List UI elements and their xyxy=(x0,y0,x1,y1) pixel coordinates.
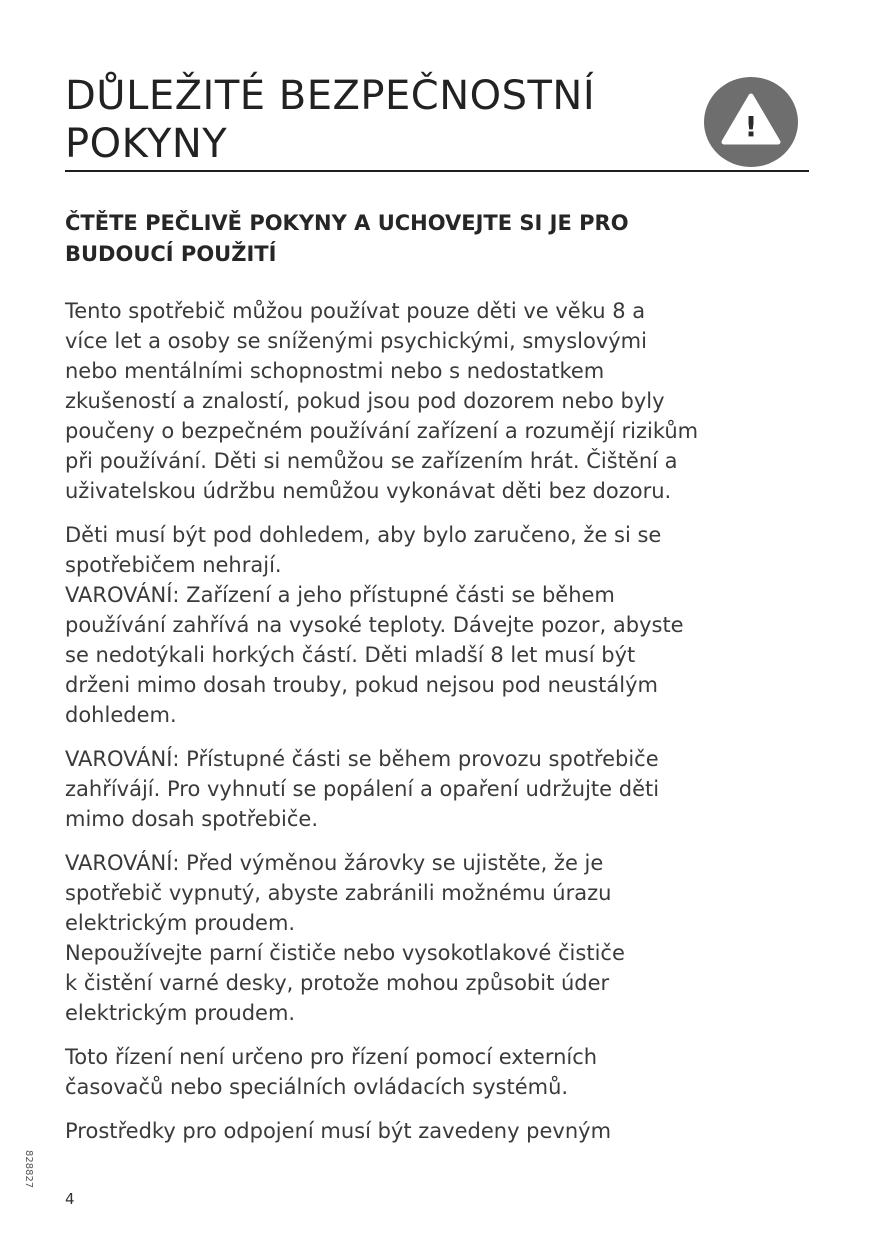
text-line: Toto řízení není určeno pro řízení pomocí externích xyxy=(65,1045,598,1069)
paragraph-5 xyxy=(65,1042,825,1102)
page-title xyxy=(65,72,705,168)
title-line-2: POKYNY xyxy=(65,121,228,167)
text-line: časovačů nebo speciálních ovládacích systémů. xyxy=(65,1075,569,1099)
text-line: se nedotýkali horkých částí. Děti mladší 8 let musí být xyxy=(65,643,636,667)
text-line: uživatelskou údržbu nemůžou vykonávat děti bez dozoru. xyxy=(65,479,672,503)
page-number: 4 xyxy=(65,1190,75,1208)
text-line: poučeny o bezpečném používání zařízení a rozumějí rizikům xyxy=(65,419,699,443)
text-line: Tento spotřebič můžou používat pouze děti ve věku 8 a xyxy=(65,299,646,323)
text-line: mimo dosah spotřebiče. xyxy=(65,807,318,831)
text-line: více let a osoby se sníženými psychickými, smyslovými xyxy=(65,329,647,353)
text-line: zahřívájí. Pro vyhnutí se popálení a opaření udržujte děti xyxy=(65,777,660,801)
instructions-body xyxy=(65,296,825,1160)
warning-exclamation-icon xyxy=(703,76,799,168)
text-line: dohledem. xyxy=(65,703,177,727)
title-divider xyxy=(65,170,809,172)
paragraph-3 xyxy=(65,744,825,834)
text-line: k čistění varné desky, protože mohou způsobit úder xyxy=(65,971,610,995)
text-line: používání zahřívá na vysoké teploty. Dávejte pozor, abyste xyxy=(65,613,684,637)
warning-symbol: ! xyxy=(744,110,758,143)
text-line: VAROVÁNÍ: Před výměnou žárovky se ujistěte, že je xyxy=(65,851,604,875)
text-line: elektrickým proudem. xyxy=(65,911,296,935)
text-line: nebo mentálními schopnostmi nebo s nedostatkem xyxy=(65,359,605,383)
text-line: VAROVÁNÍ: Přístupné části se během provozu spotřebiče xyxy=(65,747,659,771)
text-line: Prostředky pro odpojení musí být zavedeny pevným xyxy=(65,1119,612,1143)
paragraph-2 xyxy=(65,520,825,730)
paragraph-4 xyxy=(65,848,825,1028)
subtitle-line-2: BUDOUCÍ POUŽITÍ xyxy=(65,242,277,266)
paragraph-1 xyxy=(65,296,825,506)
text-line: spotřebičem nehrají. xyxy=(65,553,282,577)
subtitle-line-1: ČTĚTE PEČLIVĚ POKYNY A UCHOVEJTE SI JE PRO xyxy=(65,211,629,235)
text-line: drženi mimo dosah trouby, pokud nejsou pod neustálým xyxy=(65,673,658,697)
document-code: 828827 xyxy=(23,1150,34,1189)
text-line: při používání. Děti si nemůžou se zařízením hrát. Čištění a xyxy=(65,449,678,473)
paragraph-6 xyxy=(65,1116,825,1146)
title-line-1: DŮLEŽITÉ BEZPEČNOSTNÍ xyxy=(65,73,596,119)
text-line: zkušeností a znalostí, pokud jsou pod dozorem nebo byly xyxy=(65,389,665,413)
section-subtitle xyxy=(65,208,785,270)
text-line: Děti musí být pod dohledem, aby bylo zaručeno, že si se xyxy=(65,523,662,547)
text-line: spotřebič vypnutý, abyste zabránili možnému úrazu xyxy=(65,881,612,905)
text-line: elektrickým proudem. xyxy=(65,1001,296,1025)
text-line: VAROVÁNÍ: Zařízení a jeho přístupné části se během xyxy=(65,583,615,607)
text-line: Nepoužívejte parní čističe nebo vysokotlakové čističe xyxy=(65,941,625,965)
